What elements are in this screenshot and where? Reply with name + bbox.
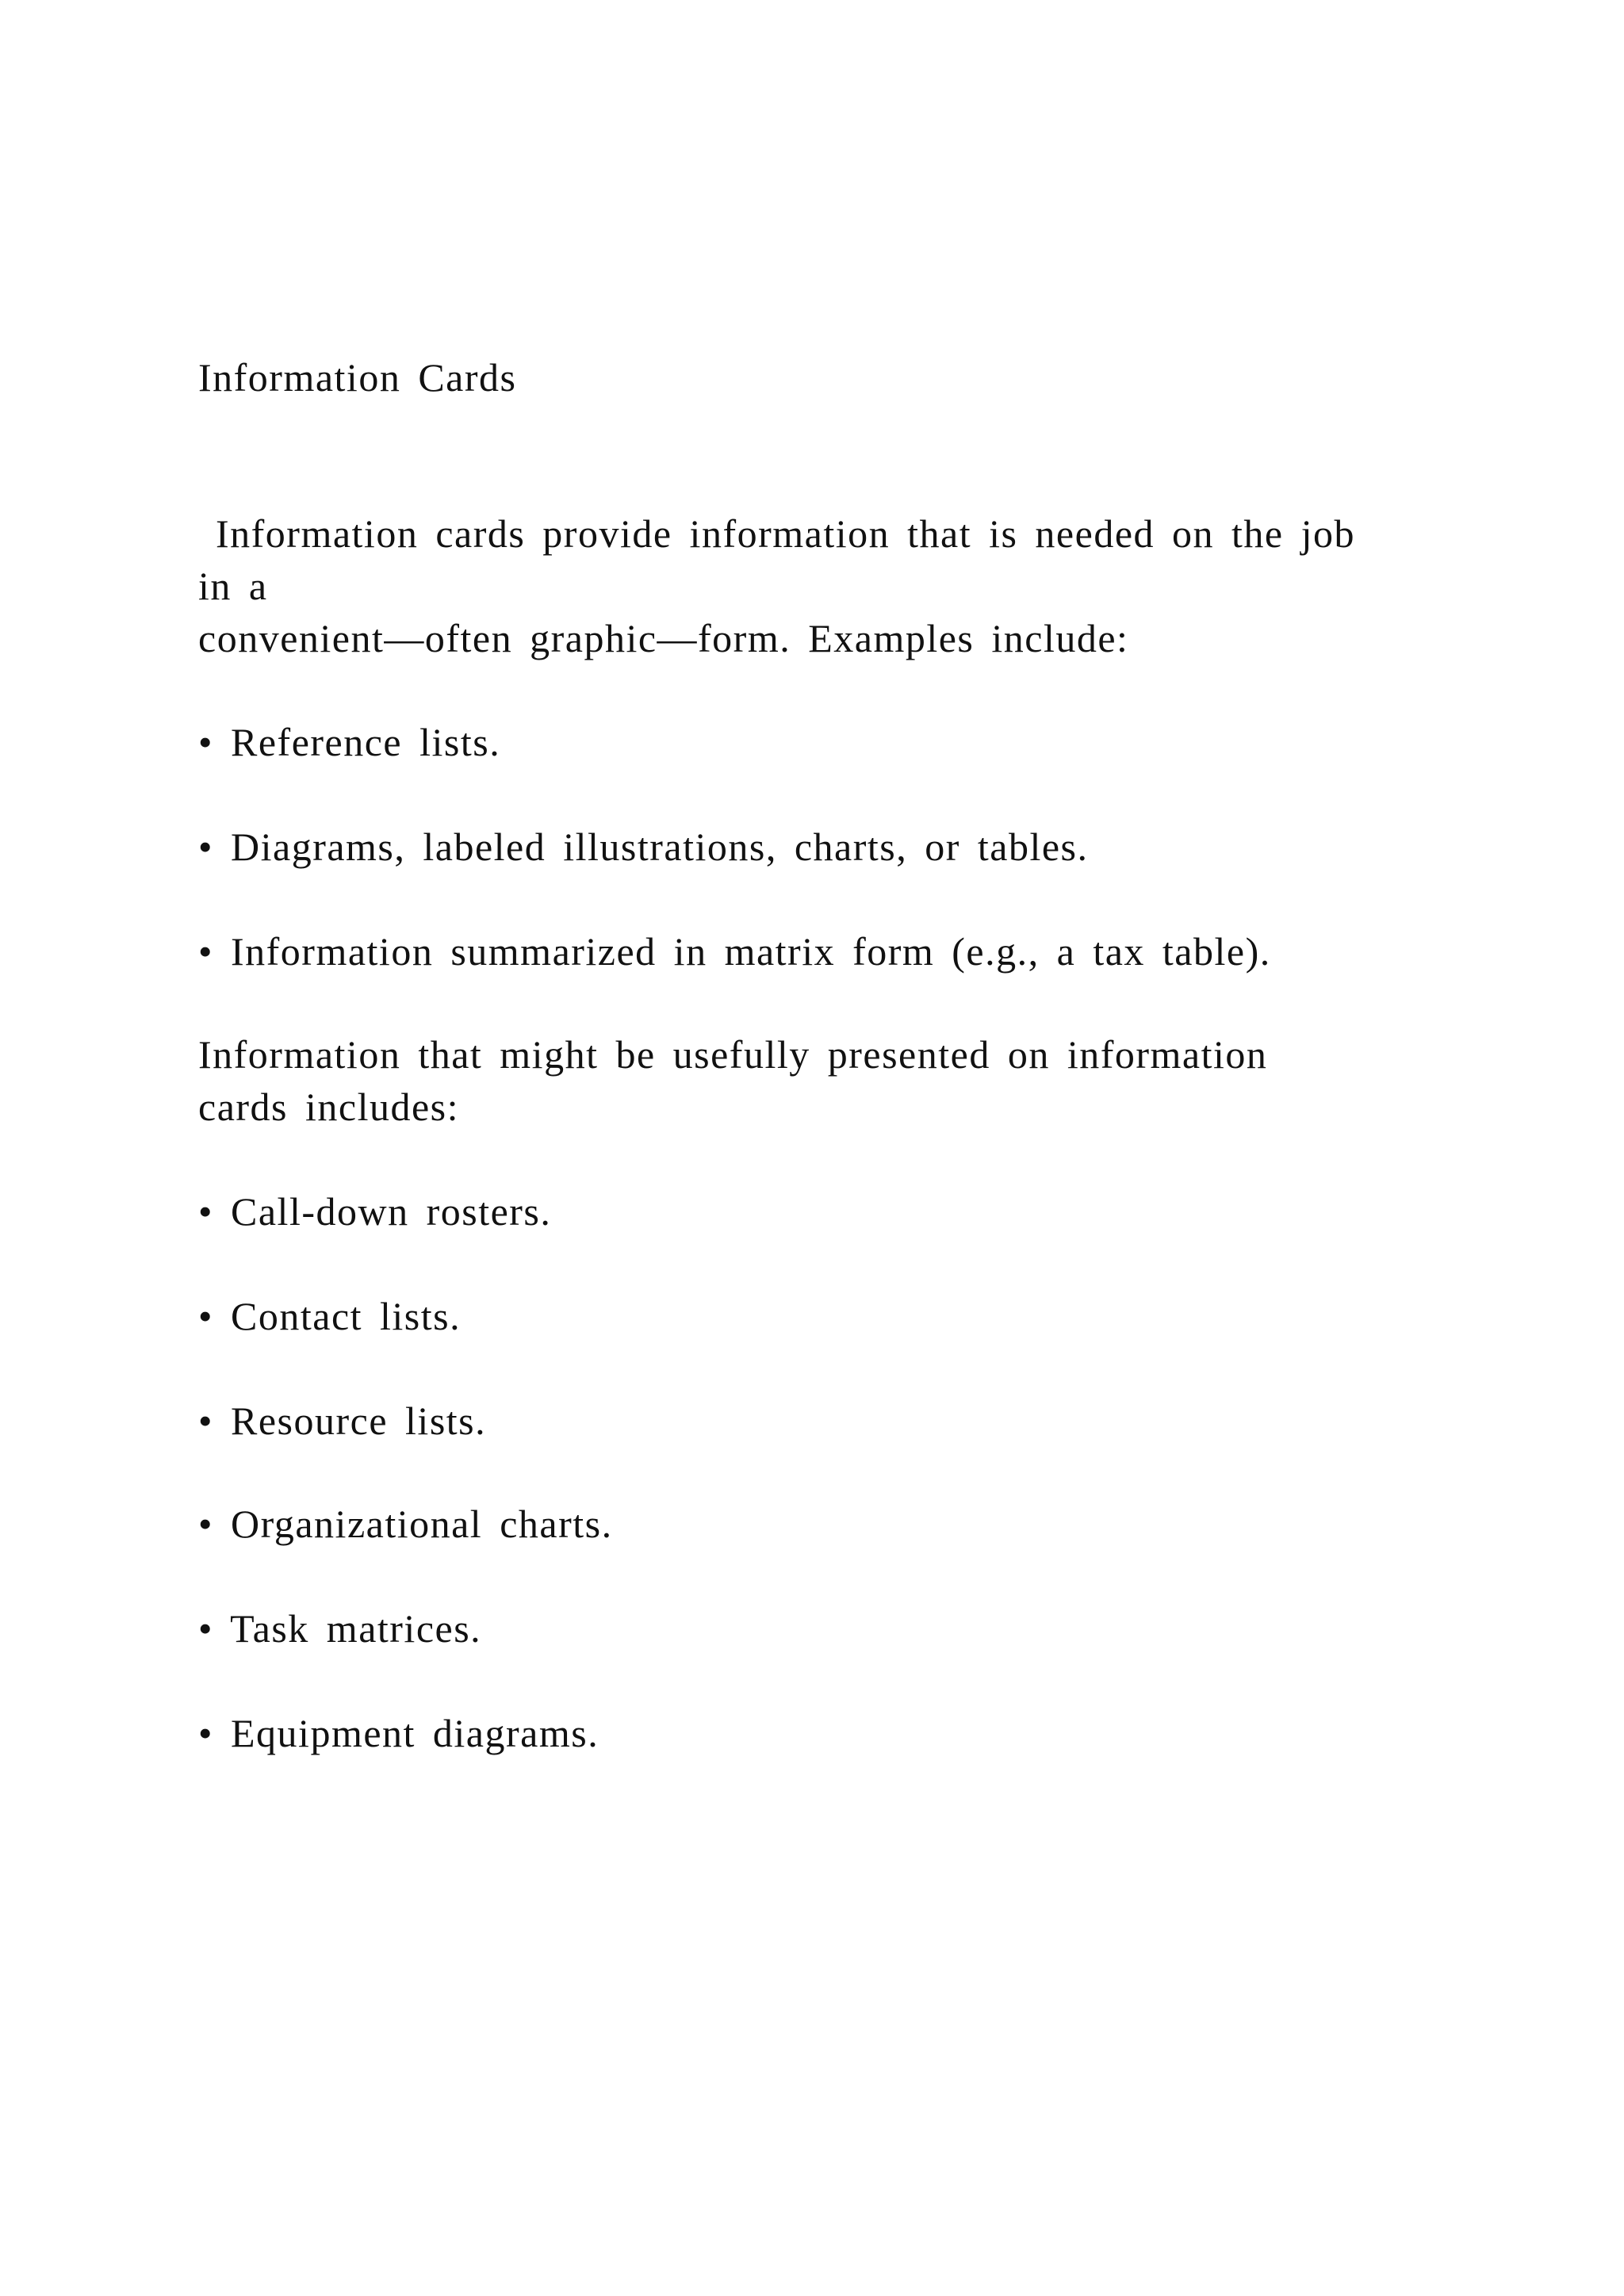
list-item: • Diagrams, labeled illustrations, charts, or tables. <box>198 825 1089 869</box>
list-item: • Information summarized in matrix form (e.g., a tax table). <box>198 929 1271 974</box>
list-item: • Organizational charts. <box>198 1502 613 1546</box>
paragraph-intro-line-1: Information cards provide information that is needed on the job <box>198 511 1355 556</box>
paragraph-second-line-1: Information that might be usefully presented on information <box>198 1032 1268 1077</box>
list-item: • Task matrices. <box>198 1606 482 1651</box>
list-item: • Call-down rosters. <box>198 1189 552 1234</box>
document-title: Information Cards <box>198 355 517 400</box>
list-item: • Reference lists. <box>198 720 501 764</box>
list-item: • Equipment diagrams. <box>198 1711 599 1755</box>
list-item: • Contact lists. <box>198 1294 462 1338</box>
paragraph-intro-line-2: in a <box>198 564 268 608</box>
paragraph-second-line-2: cards includes: <box>198 1085 460 1129</box>
paragraph-intro-line-3: convenient—often graphic—form. Examples include: <box>198 616 1129 660</box>
list-item: • Resource lists. <box>198 1399 487 1443</box>
